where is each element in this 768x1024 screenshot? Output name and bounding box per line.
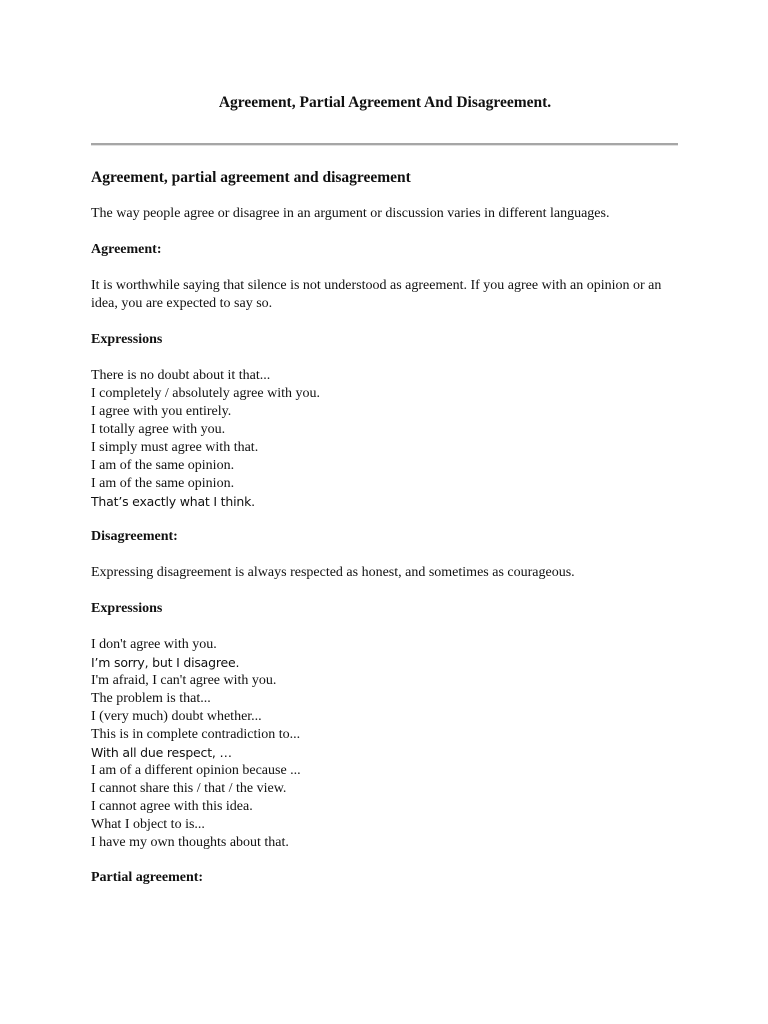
horizontal-divider [91,143,678,146]
agreement-heading: Agreement: [91,242,162,257]
list-item: I have my own thoughts about that. [91,835,289,850]
list-item: I totally agree with you. [91,422,226,437]
disagreement-expressions-list [91,636,301,852]
list-item: I don't agree with you. [91,637,217,652]
list-item: I cannot share this / that / the view. [91,781,287,796]
document-title: Agreement, Partial Agreement And Disagreement. [218,94,552,111]
list-item: That’s exactly what I think. [91,494,255,509]
partial-agreement-heading: Partial agreement: [91,870,204,885]
list-item: I am of the same opinion. [91,476,235,491]
list-item: I (very much) doubt whether... [91,709,262,724]
intro-paragraph: The way people agree or disagree in an argument or discussion varies in different languages. [91,206,610,221]
list-item: I am of a different opinion because ... [91,763,301,778]
list-item: This is in complete contradiction to... [91,727,301,742]
list-item: What I object to is... [91,817,205,832]
agreement-paragraph: It is worthwhile saying that silence is not understood as agreement. If you agree with an opinion or an idea, you are expected to say so. [91,278,662,311]
disagreement-expressions-heading: Expressions [91,601,163,616]
list-item: I cannot agree with this idea. [91,799,253,814]
list-item: I’m sorry, but I disagree. [91,655,240,670]
list-item: The problem is that... [91,691,211,706]
agreement-expressions-heading: Expressions [91,332,163,347]
list-item: I completely / absolutely agree with you. [91,386,320,401]
section-heading: Agreement, partial agreement and disagreement [91,169,411,186]
list-item: With all due respect, … [91,745,232,760]
list-item: I'm afraid, I can't agree with you. [91,673,277,688]
agreement-expressions-list [91,367,320,511]
list-item: I simply must agree with that. [91,440,259,455]
list-item: I agree with you entirely. [91,404,232,419]
list-item: There is no doubt about it that... [91,368,271,383]
list-item: I am of the same opinion. [91,458,235,473]
disagreement-heading: Disagreement: [91,529,178,544]
disagreement-paragraph: Expressing disagreement is always respected as honest, and sometimes as courageous. [91,565,575,580]
